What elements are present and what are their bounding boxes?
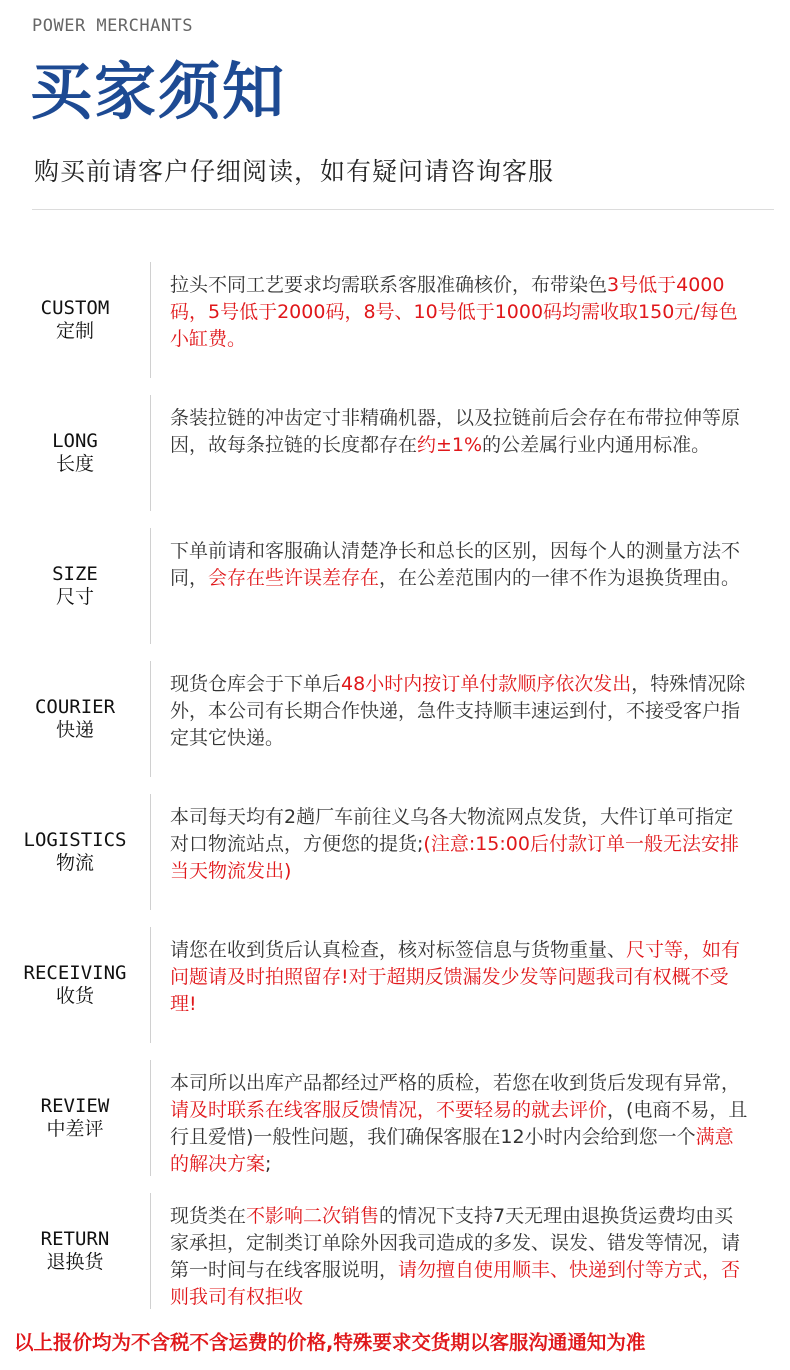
- section-divider: [150, 262, 151, 378]
- section-text: [170, 1070, 750, 1178]
- body-text: 请您在收到货后认真检查，核对标签信息与货物重量、: [170, 939, 627, 961]
- section-text: [170, 1203, 750, 1311]
- section-label: [0, 528, 150, 644]
- highlight-text: 请勿擅自使用顺丰、快递到付等方式，否则我司有权拒收: [170, 1259, 741, 1308]
- body-text: 本司每天均有2趟厂车前往义乌各大物流网点发货，大件订单可指定对口物流站点，方便您的提货;: [170, 806, 734, 855]
- section-label: [0, 395, 150, 511]
- section-divider: [150, 1060, 151, 1176]
- section-label-zh: 定制: [55, 319, 94, 342]
- body-text: ;: [265, 1153, 272, 1175]
- highlight-text: 约±1%: [417, 434, 483, 456]
- section-label-en: COURIER: [34, 695, 116, 718]
- body-text: ，(电商不易，且行且爱惜)一般性问题，我们确保客服在12小时内会给到您一个: [170, 1099, 748, 1148]
- section-text: [170, 272, 750, 353]
- section-custom: [0, 262, 790, 395]
- section-receiving: [0, 927, 790, 1060]
- section-label: [0, 927, 150, 1043]
- section-long: [0, 395, 790, 528]
- section-label-en: SIZE: [52, 562, 98, 585]
- header-divider: [32, 209, 774, 210]
- section-label-en: LOGISTICS: [23, 828, 127, 851]
- highlight-text: 尺寸等，如有问题请及时拍照留存!对于超期反馈漏发少发等问题我司有权概不受理!: [170, 939, 741, 1015]
- section-label: [0, 262, 150, 378]
- section-label-zh: 物流: [55, 851, 94, 874]
- section-label-en: RETURN: [40, 1227, 110, 1250]
- body-text: 的公差属行业内通用标准。: [482, 434, 711, 456]
- body-text: 本司所以出库产品都经过严格的质检，若您在收到货后发现有异常，: [170, 1072, 741, 1094]
- footer-note: 以上报价均为不含税不含运费的价格,特殊要求交货期以客服沟通通知为准: [14, 1331, 646, 1354]
- page-subtitle: 购买前请客户仔细阅读，如有疑问请咨询客服: [34, 157, 555, 186]
- section-label: [0, 661, 150, 777]
- highlight-text: 请及时联系在线客服反馈情况，不要轻易的就去评价: [170, 1099, 608, 1121]
- page-title: 买家须知: [30, 55, 287, 128]
- section-text: [170, 804, 750, 885]
- section-label: [0, 1193, 150, 1309]
- section-text: [170, 538, 750, 592]
- section-label-zh: 快递: [55, 718, 94, 741]
- section-text: [170, 937, 750, 1018]
- section-divider: [150, 661, 151, 777]
- section-text: [170, 671, 750, 752]
- section-label-zh: 收货: [55, 984, 94, 1007]
- brand-name: POWER MERCHANTS: [32, 16, 194, 36]
- highlight-text: 满意的解决方案: [170, 1126, 734, 1175]
- section-label-en: CUSTOM: [40, 296, 110, 319]
- section-divider: [150, 794, 151, 910]
- section-label-en: LONG: [52, 429, 98, 452]
- section-label-zh: 退换货: [46, 1250, 104, 1273]
- section-divider: [150, 927, 151, 1043]
- highlight-text: 不影响二次销售: [246, 1205, 380, 1227]
- body-text: 条装拉链的冲齿定寸非精确机器，以及拉链前后会存在布带拉伸等原因，故每条拉链的长度都存在: [170, 407, 741, 456]
- section-label-zh: 长度: [55, 452, 94, 475]
- section-divider: [150, 1193, 151, 1309]
- section-logistics: [0, 794, 790, 927]
- body-text: 拉头不同工艺要求均需联系客服准确核价，布带染色: [170, 274, 608, 296]
- highlight-text: 会存在些许误差存在: [208, 567, 380, 589]
- highlight-text: (注意:15:00后付款订单一般无法安排当天物流发出): [170, 833, 739, 882]
- body-text: 的情况下支持7天无理由退换货运费均由买家承担，定制类订单除外因我司造成的多发、误发、错发等情况，请第一时间与在线客服说明，: [170, 1205, 741, 1281]
- section-divider: [150, 528, 151, 644]
- section-label-zh: 中差评: [46, 1117, 104, 1140]
- body-text: 现货仓库会于下单后: [170, 673, 342, 695]
- section-courier: [0, 661, 790, 794]
- section-label-zh: 尺寸: [55, 585, 94, 608]
- section-text: [170, 405, 750, 459]
- body-text: 下单前请和客服确认清楚净长和总长的区别，因每个人的测量方法不同，: [170, 540, 741, 589]
- section-review: [0, 1060, 790, 1193]
- body-text: ，特殊情况除外，本公司有长期合作快递，急件支持顺丰速运到付，不接受客户指定其它快递。: [170, 673, 746, 749]
- section-label: [0, 794, 150, 910]
- section-label-en: REVIEW: [40, 1094, 110, 1117]
- notice-sections: [0, 262, 790, 1326]
- section-label-en: RECEIVING: [23, 961, 127, 984]
- section-size: [0, 528, 790, 661]
- body-text: ，在公差范围内的一律不作为退换货理由。: [379, 567, 741, 589]
- body-text: 现货类在: [170, 1205, 247, 1227]
- highlight-text: 48小时内按订单付款顺序依次发出: [341, 673, 632, 695]
- section-return: [0, 1193, 790, 1326]
- highlight-text: 3号低于4000码，5号低于2000码，8号、10号低于1000码均需收取150元/每色小缸费。: [170, 274, 738, 350]
- section-divider: [150, 395, 151, 511]
- section-label: [0, 1060, 150, 1176]
